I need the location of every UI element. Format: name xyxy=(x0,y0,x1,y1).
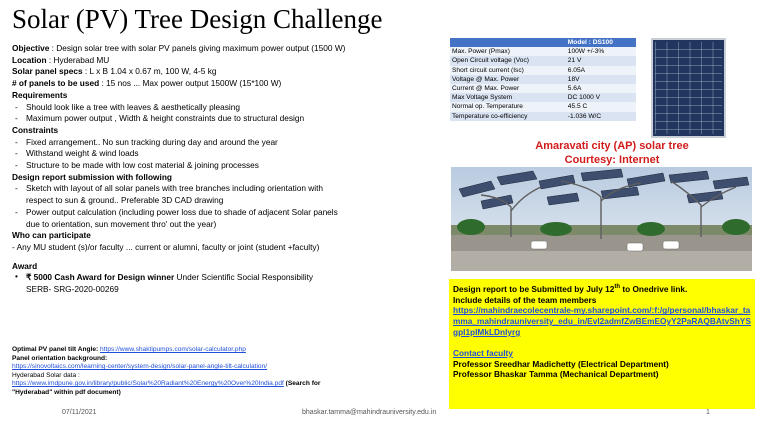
solar-label: Hyderabad Solar data : xyxy=(12,371,80,379)
location-label: Location xyxy=(12,54,47,65)
panel-spec-table xyxy=(450,38,636,121)
report-heading: Design report submission with following xyxy=(12,171,172,182)
solar-panel-image xyxy=(651,38,726,138)
requirement-item: - Maximum power output , Width & height constraints due to structural design xyxy=(12,113,442,125)
location-line xyxy=(12,55,442,67)
footer-date: 07/11/2021 xyxy=(62,409,97,416)
spec-value: 45.5 C xyxy=(566,102,636,111)
spec-header-row xyxy=(450,38,636,47)
solar-tree-illustration xyxy=(451,167,752,271)
solar-suffix-continued: "Hyderabad" within pdf document) xyxy=(12,388,121,396)
contact-faculty-2: Professor Bhaskar Tamma (Mechanical Department) xyxy=(453,369,659,380)
objective-line xyxy=(12,43,442,55)
report-item: - Power output calculation (including power loss due to shade of adjacent Solar panels xyxy=(12,207,442,219)
spec-value: 6.05A xyxy=(566,66,636,75)
panels-line xyxy=(12,78,442,90)
spec-param: Current @ Max. Power xyxy=(450,84,566,93)
spec-param: Open Circuit voltage (Voc) xyxy=(450,56,566,65)
deadline-destination: to Onedrive link. xyxy=(620,283,688,294)
spacer xyxy=(453,338,751,348)
slide-title: Solar (PV) Tree Design Challenge xyxy=(12,4,383,34)
page-number: 1 xyxy=(706,409,710,416)
objective-label: Objective xyxy=(12,43,50,53)
spec-row xyxy=(450,47,636,56)
contact-heading: Contact faculty xyxy=(453,347,513,358)
tilt-label: Optimal PV panel tilt Angle: xyxy=(12,346,101,353)
spec-row xyxy=(450,102,636,111)
requirement-item: - Should look like a tree with leaves & aesthetically pleasing xyxy=(12,102,442,114)
award-amount: ₹ 5000 Cash Award for Design winner xyxy=(26,272,175,283)
spec-value: -1.036 W/C xyxy=(566,112,636,121)
specs-text: : L x B 1.04 x 0.67 m, 100 W, 4-5 kg xyxy=(82,66,217,77)
specs-label: Solar panel specs xyxy=(12,66,83,77)
spacer xyxy=(12,254,442,261)
specs-line xyxy=(12,66,442,78)
spec-row xyxy=(450,75,636,84)
spec-value: 21 V xyxy=(566,56,636,65)
award-scheme: Under Scientific Social Responsibility xyxy=(174,272,314,283)
caption-title: Amaravati city (AP) solar tree xyxy=(535,140,689,152)
deadline-superscript: th xyxy=(614,284,621,290)
spec-value: 100W +/-3% xyxy=(566,47,636,56)
spec-header-cell: Model : DS100 xyxy=(566,38,636,47)
award-heading: Award xyxy=(12,260,38,271)
submission-info-box xyxy=(449,279,755,409)
tilt-link[interactable]: https://www.shaktipumps.com/solar-calculator.php xyxy=(100,346,246,353)
orientation-link[interactable]: https://sinovoltaics.com/learning-center/system-design/solar-panel-angle-tilt-calculation/ xyxy=(12,363,268,371)
submission-deadline xyxy=(453,282,751,295)
constraint-item: - Fixed arrangement.. No sun tracking during day and around the year xyxy=(12,137,442,149)
who-heading: Who can participate xyxy=(12,230,91,241)
spec-value: DC 1000 V xyxy=(566,93,636,102)
onedrive-link[interactable]: https://mahindraecolecentrale-my.sharepoint.com/:f:/g/personal/bhaskar_tamma_mahindrauniversity_edu_in/EvI2admfZwBEmEOyY2PaRAQBAtvShYSgpI1pIMkLDnlyrg xyxy=(453,305,751,337)
solar-suffix: (Search for xyxy=(283,380,321,388)
who-text: - Any MU student (s)/or faculty ... current or alumni, faculty or joint (student +faculty) xyxy=(12,241,320,252)
orientation-line xyxy=(12,363,472,372)
tilt-line xyxy=(12,346,472,355)
spec-value: 5.6A xyxy=(566,84,636,93)
constraints-heading: Constraints xyxy=(12,124,59,135)
orientation-label: Panel orientation background: xyxy=(12,354,108,362)
award-reference: SERB- SRG-2020-00269 xyxy=(26,284,119,295)
spec-value: 18V xyxy=(566,75,636,84)
team-details-note: Include details of the team members xyxy=(453,294,597,305)
location-text: : Hyderabad MU xyxy=(46,54,110,65)
panels-label: # of panels to be used xyxy=(12,78,100,89)
spec-param: Short circuit current (Isc) xyxy=(450,66,566,75)
deadline-text: Design report to be Submitted by July 12 xyxy=(453,283,615,294)
onedrive-link-line xyxy=(453,305,751,337)
solar-cell-grid xyxy=(655,42,722,134)
footer-email: bhaskar.tamma@mahindrauniversity.edu.in xyxy=(302,409,437,416)
spec-row xyxy=(450,84,636,93)
challenge-description xyxy=(12,43,442,296)
report-item-continued: respect to sun & ground.. Preferable 3D CAD drawing xyxy=(26,195,224,206)
spec-param: Max Voltage System xyxy=(450,93,566,102)
report-item-continued: due to orientation, sun movement thro' out the year) xyxy=(26,218,217,229)
solar-line xyxy=(12,380,472,389)
caption-courtesy: Courtesy: Internet xyxy=(564,154,660,166)
spec-param: Max. Power (Pmax) xyxy=(450,47,566,56)
award-line xyxy=(12,272,442,284)
solar-data-link[interactable]: https://www.imdpune.gov.in/library/public/Solar%20Radiant%20Energy%20Over%20India.pdf xyxy=(12,380,284,388)
panels-text: : 15 nos ... Max power output 1500W (15*100 W) xyxy=(99,78,282,89)
photo-caption xyxy=(472,139,752,167)
spec-row xyxy=(450,56,636,65)
spec-header-cell xyxy=(450,38,566,47)
solar-tree-photo xyxy=(451,167,752,271)
contact-faculty-1: Professor Sreedhar Madichetty (Electrical Department) xyxy=(453,358,669,369)
spec-row xyxy=(450,112,636,121)
reference-links xyxy=(12,346,472,398)
requirements-heading: Requirements xyxy=(12,89,68,100)
constraint-item: - Withstand weight & wind loads xyxy=(12,148,442,160)
spec-row xyxy=(450,93,636,102)
objective-text: : Design solar tree with solar PV panels giving maximum power output (1500 W) xyxy=(49,43,346,53)
report-item: - Sketch with layout of all solar panels with tree branches including orientation with xyxy=(12,183,442,195)
spec-param: Normal op. Temperature xyxy=(450,102,566,111)
spec-param: Temperature co-efficiency xyxy=(450,112,566,121)
spec-param: Voltage @ Max. Power xyxy=(450,75,566,84)
constraint-item: - Structure to be made with low cost material & joining processes xyxy=(12,160,442,172)
spec-row xyxy=(450,66,636,75)
